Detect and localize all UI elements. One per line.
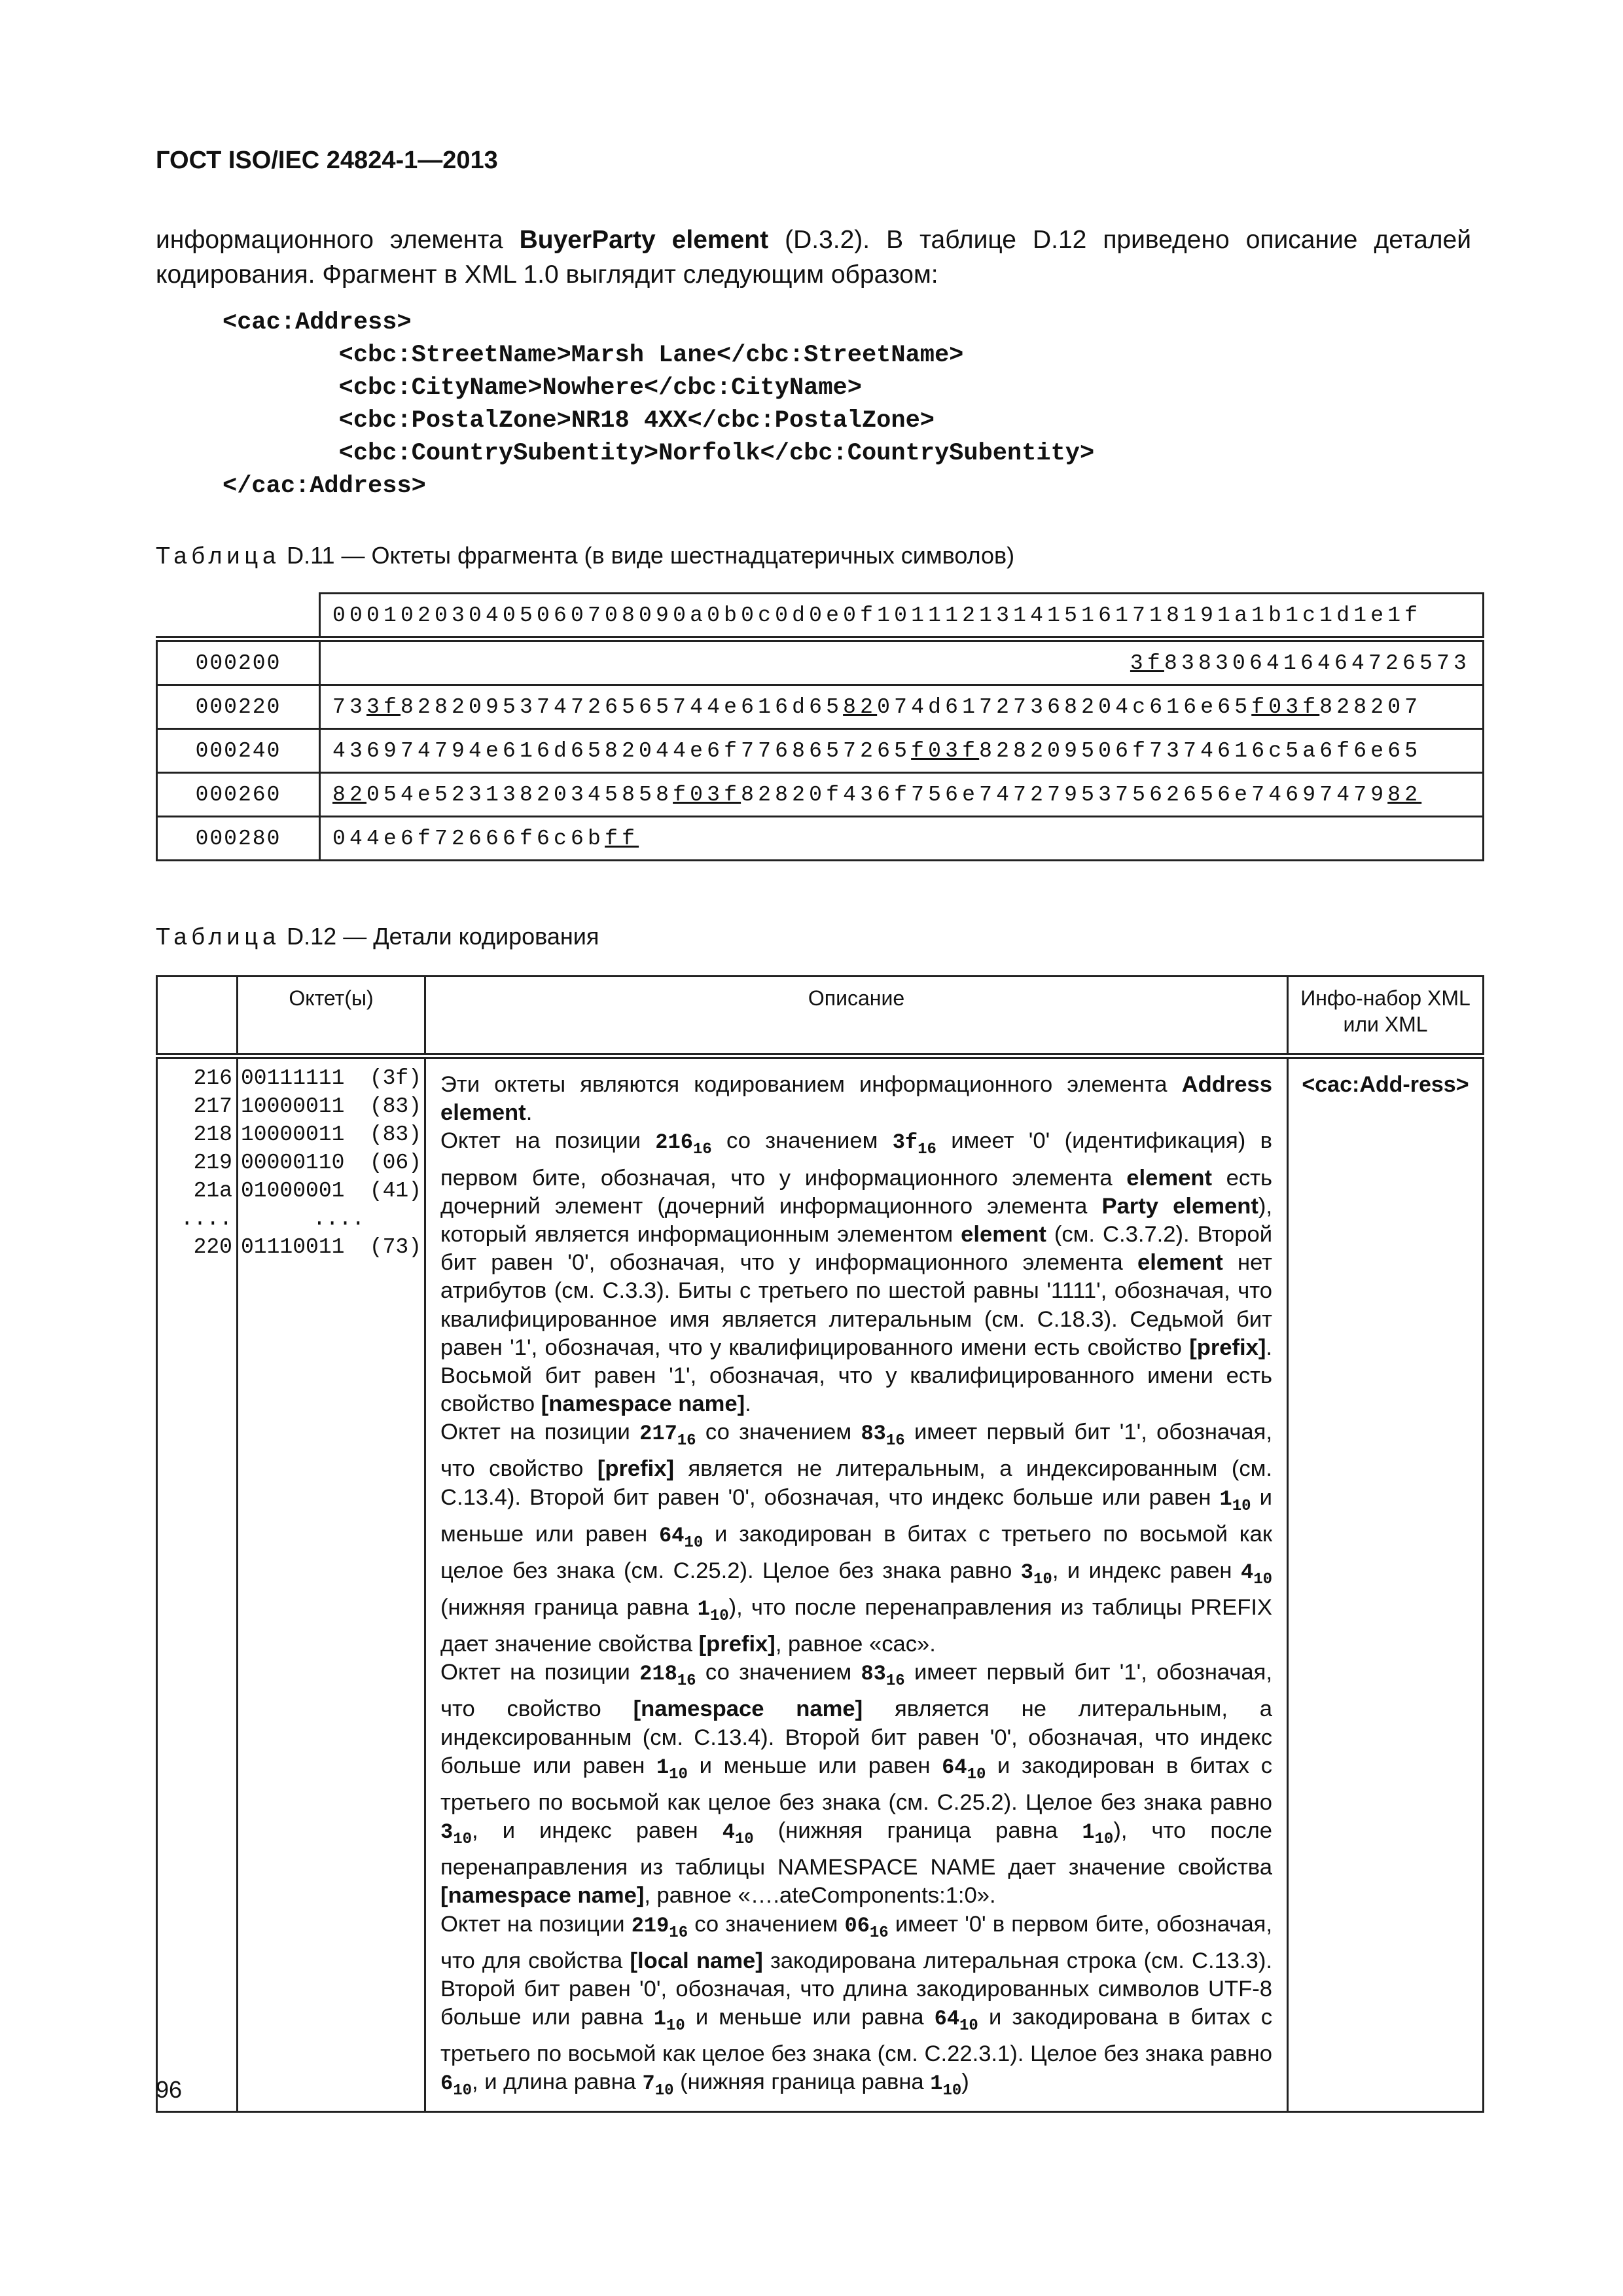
- offset-cell: 000220: [157, 685, 320, 729]
- table-d11: [156, 592, 1484, 861]
- intro-text-1: информационного элемента: [156, 226, 520, 254]
- page-number: 96: [156, 2076, 183, 2103]
- description-paragraph: Октет на позиции $219_{16}$ со значением $06_{16}$ имеет '0' в первом бите, обозначая, что для свойства [local name] закодирована литеральная строка (см. С.13.3). Второй бит равен '0', обозначая, что длина закодированных символов UTF-8 больше или равна $1_{10}$ и меньше или равна $64_{10}$ и закодирована в битах с третьего по восьмой как целое без знака (см. С.22.3.1). Целое без знака равно $6_{10}$, и длина равна $7_{10}$ (нижняя граница равна $1_{10}$): [440, 1911, 1273, 2100]
- hex-text: 82820f436f756e747279537562656e74697479: [741, 782, 1388, 807]
- hex-text: 828207: [1319, 694, 1422, 719]
- table-d12: [156, 975, 1484, 2113]
- octet-row: [241, 1177, 421, 1205]
- position-value: 217: [193, 1094, 232, 1119]
- underlined-hex: f03f: [911, 738, 980, 763]
- hex-text: 8282095374726565744e616d65: [401, 694, 844, 719]
- hex-text: 436974794e616d6582044e6f7768657265: [332, 738, 912, 763]
- header-hex-cell: 000102030405060708090a0b0c0d0e0f101112131415161718191a1b1c1d1e1f: [320, 594, 1484, 639]
- hex-cell: [320, 729, 1484, 773]
- page-header-title: ГОСТ ISO/IEC 24824-1—2013: [156, 147, 498, 174]
- offset-cell: 000240: [157, 729, 320, 773]
- underlined-hex: 82: [332, 782, 367, 807]
- caption-text: D.11 — Октеты фрагмента (в виде шестнадцатеричных символов): [280, 542, 1015, 569]
- octet-hex: (83): [369, 1122, 421, 1147]
- hex-text: 73: [332, 694, 367, 719]
- hex-row: [157, 639, 1484, 685]
- xml-line: <cbc:CountrySubentity>Norfolk</cbc:CountrySubentity>: [223, 440, 1095, 467]
- octet-bits: 01000001: [241, 1179, 345, 1203]
- position-value: 218: [193, 1122, 232, 1147]
- octet-bits: ....: [313, 1207, 365, 1231]
- octet-bits: 10000011: [241, 1094, 345, 1119]
- header-position-cell: [157, 977, 238, 1056]
- hex-row: [157, 685, 1484, 729]
- xml-line: <cbc:CityName>Nowhere</cbc:CityName>: [223, 374, 862, 402]
- table-header-row: [157, 594, 1484, 639]
- xml-fragment: [223, 306, 1094, 503]
- offset-cell: 000280: [157, 817, 320, 861]
- offset-cell: 000200: [157, 639, 320, 685]
- octet-bits: 00111111: [241, 1066, 345, 1090]
- underlined-hex: 82: [843, 694, 878, 719]
- intro-bold-term: BuyerParty element: [519, 226, 769, 254]
- table-d12-caption: [156, 923, 599, 950]
- position-value: 219: [193, 1151, 232, 1175]
- octet-bits: 10000011: [241, 1122, 345, 1147]
- hex-text: 054e52313820345858: [366, 782, 673, 807]
- positions-cell: [157, 1056, 238, 2112]
- description-cell: [425, 1056, 1288, 2112]
- intro-paragraph: [156, 223, 1471, 292]
- underlined-hex: 3f: [366, 694, 401, 719]
- position-value: 21a: [193, 1179, 232, 1203]
- caption-label: Таблица: [156, 542, 281, 569]
- octet-row: [241, 1233, 421, 1261]
- table-d11-caption: [156, 542, 1014, 569]
- description-paragraph: Октет на позиции $217_{16}$ со значением $83_{16}$ имеет первый бит '1', обозначая, что свойство [prefix] является не литеральным, а индексированным (см. С.13.4). Второй бит равен '0', обозначая, что индекс больше или равен $1_{10}$ и меньше или равен $64_{10}$ и закодирован в битах с третьего по восьмой как целое без знака (см. С.25.2). Целое без знака равно $3_{10}$, и индекс равен $4_{10}$ (нижняя граница равна $1_{10}$), что после перенаправления из таблицы PREFIX дает значение свойства [prefix], равное «cac».: [440, 1420, 1273, 1657]
- underlined-hex: ff: [605, 826, 639, 851]
- description-paragraph: Октет на позиции $218_{16}$ со значением $83_{16}$ имеет первый бит '1', обозначая, что свойство [namespace name] является не литеральным, а индексированным (см. С.13.4). Второй бит равен '0', обозначая, что индекс больше или равен $1_{10}$ и меньше или равен $64_{10}$ и закодирован в битах с третьего по восьмой как целое без знака (см. С.25.2). Целое без знака равно $3_{10}$, и индекс равен $4_{10}$ (нижняя граница равна $1_{10}$), что после перенаправления из таблицы NAMESPACE NAME дает значение свойства [namespace name], равное «….ateComponents:1:0».: [440, 1660, 1273, 1909]
- octet-row: [241, 1205, 421, 1233]
- octet-bits: 00000110: [241, 1151, 345, 1175]
- octet-row: [241, 1149, 421, 1177]
- intro-text-2: (D.3.2). В таблице D.12 приведено описание деталей кодирования. Фрагмент в XML 1.0 выглядит следующим образом:: [156, 226, 1471, 289]
- hex-text: 838306416464726573: [1164, 651, 1471, 675]
- hex-row: [157, 729, 1484, 773]
- position-value: ....: [180, 1207, 232, 1231]
- header-description-cell: Описание: [425, 977, 1288, 1056]
- octet-hex: (06): [369, 1151, 421, 1175]
- octet-row: [241, 1064, 421, 1092]
- hex-row: [157, 817, 1484, 861]
- hex-text: 074d61727368204c616e65: [877, 694, 1252, 719]
- octet-hex: (41): [369, 1179, 421, 1203]
- table-header-row: [157, 977, 1484, 1056]
- underlined-hex: f03f: [673, 782, 741, 807]
- octet-hex: (83): [369, 1094, 421, 1119]
- description-paragraph: Эти октеты являются кодированием информационного элемента Address element.: [440, 1072, 1272, 1126]
- caption-label: Таблица: [156, 923, 281, 950]
- position-value: 220: [193, 1235, 232, 1259]
- xml-line: <cbc:PostalZone>NR18 4XX</cbc:PostalZone>: [223, 407, 935, 435]
- octet-hex: (3f): [369, 1066, 421, 1090]
- caption-text: D.12 — Детали кодирования: [280, 923, 599, 950]
- octet-row: [241, 1121, 421, 1149]
- hex-cell: [320, 773, 1484, 817]
- header-corner-cell: [157, 594, 320, 639]
- header-xml-cell: Инфо-набор XML или XML: [1288, 977, 1484, 1056]
- octet-bits: 01110011: [241, 1235, 345, 1259]
- hex-text: 044e6f72666f6c6b: [332, 826, 605, 851]
- hex-cell: [320, 685, 1484, 729]
- hex-row: [157, 773, 1484, 817]
- underlined-hex: 82: [1387, 782, 1422, 807]
- xml-infoset-cell: <cac:Add-ress>: [1288, 1056, 1484, 2112]
- xml-line: <cbc:StreetName>Marsh Lane</cbc:StreetName>: [223, 342, 964, 369]
- xml-line: <cac:Address>: [223, 309, 412, 336]
- octets-cell: [238, 1056, 425, 2112]
- offset-cell: 000260: [157, 773, 320, 817]
- octet-row: [241, 1092, 421, 1121]
- underlined-hex: 3f: [1130, 651, 1164, 675]
- position-value: 216: [193, 1066, 232, 1090]
- description-paragraph: Октет на позиции $216_{16}$ со значением $3f_{16}$ имеет '0' (идентификация) в первом бите, обозначая, что у информационного элемента element есть дочерний элемент (дочерний информационного элемента Party element), который является информационным элементом element (см. С.3.7.2). Второй бит равен '0', обозначая, что у информационного элемента element нет атрибутов (см. С.3.3). Биты с третьего по шестой равны '1111', обозначая, что квалифицированное имя является литеральным (см. С.18.3). Седьмой бит равен '1', обозначая, что у квалифицированного имени есть свойство [prefix]. Восьмой бит равен '1', обозначая, что у квалифицированного имени есть свойство [namespace name].: [440, 1128, 1273, 1417]
- header-octets-cell: Октет(ы): [238, 977, 425, 1056]
- hex-cell: [320, 639, 1484, 685]
- hex-text: 828209506f7374616c5a6f6e65: [979, 738, 1422, 763]
- table-row: [157, 1056, 1484, 2112]
- octet-hex: (73): [369, 1235, 421, 1259]
- hex-cell: [320, 817, 1484, 861]
- underlined-hex: f03f: [1251, 694, 1320, 719]
- xml-line: </cac:Address>: [223, 473, 426, 500]
